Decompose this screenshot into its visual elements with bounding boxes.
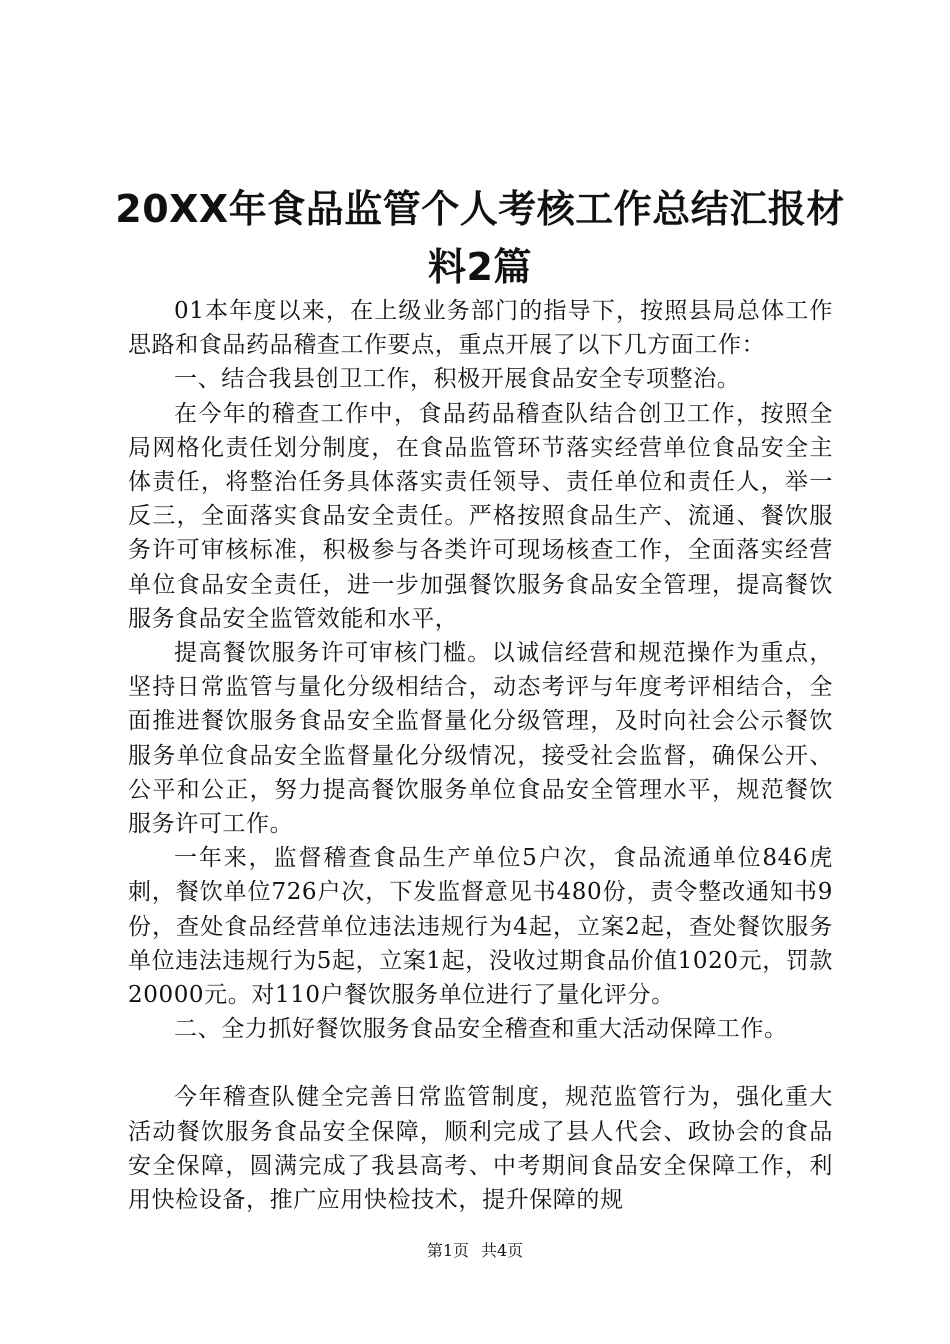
paragraph-section-1-continued: 提高餐饮服务许可审核门槛。以诚信经营和规范操作为重点，坚持日常监管与量化分级相结合，动态考评与年度考评相结合，全面推进餐饮服务食品安全监督量化分级管理，及时向社会公示餐饮服务单位食品安全监督量化分级情况，接受社会监督，确保公开、公平和公正，努力提高餐饮服务单位食品安全管理水平，规范餐饮服务许可工作。 [128, 640, 833, 838]
paragraph-intro: 01本年度以来，在上级业务部门的指导下，按照县局总体工作思路和食品药品稽查工作要点，重点开展了以下几方面工作： [128, 298, 833, 359]
paragraph-section-1-body: 在今年的稽查工作中，食品药品稽查队结合创卫工作，按照全局网格化责任划分制度，在食品监管环节落实经营单位食品安全主体责任，将整治任务具体落实责任领导、责任单位和责任人，举一反三，全面落实食品安全责任。严格按照食品生产、流通、餐饮服务许可审核标准，积极参与各类许可现场核查工作，全面落实经营单位食品安全责任，进一步加强餐饮服务食品安全管理，提高餐饮服务食品安全监管效能和水平， [128, 400, 833, 632]
page-footer [0, 1240, 950, 1262]
paragraph-section-2-body: 今年稽查队健全完善日常监管制度，规范监管行为，强化重大活动餐饮服务食品安全保障，顺利完成了县人代会、政协会的食品安全保障，圆满完成了我县高考、中考期间食品安全保障工作，利用快检设备，推广应用快检技术，提升保障的规 [128, 1084, 833, 1214]
page-number: 第1页 [426, 1241, 469, 1260]
heading-section-1: 一、结合我县创卫工作，积极开展食品安全专项整治。 [174, 366, 741, 393]
heading-section-2: 二、全力抓好餐饮服务食品安全稽查和重大活动保障工作。 [174, 1016, 788, 1043]
document-title: 20XX年食品监管个人考核工作总结汇报材料2篇 [115, 187, 845, 289]
paragraph-statistics: 一年来，监督稽查食品生产单位5户次，食品流通单位846虎刺，餐饮单位726户次，下发监督意见书480份，责令整改通知书9份，查处食品经营单位违法违规行为4起，立案2起，查处餐饮服务单位违法违规行为5起，立案1起，没收过期食品价值1020元，罚款20000元。对110户餐饮服务单位进行了量化评分。 [128, 845, 833, 1009]
page-total: 共4页 [481, 1241, 524, 1260]
document-body [128, 294, 833, 1217]
